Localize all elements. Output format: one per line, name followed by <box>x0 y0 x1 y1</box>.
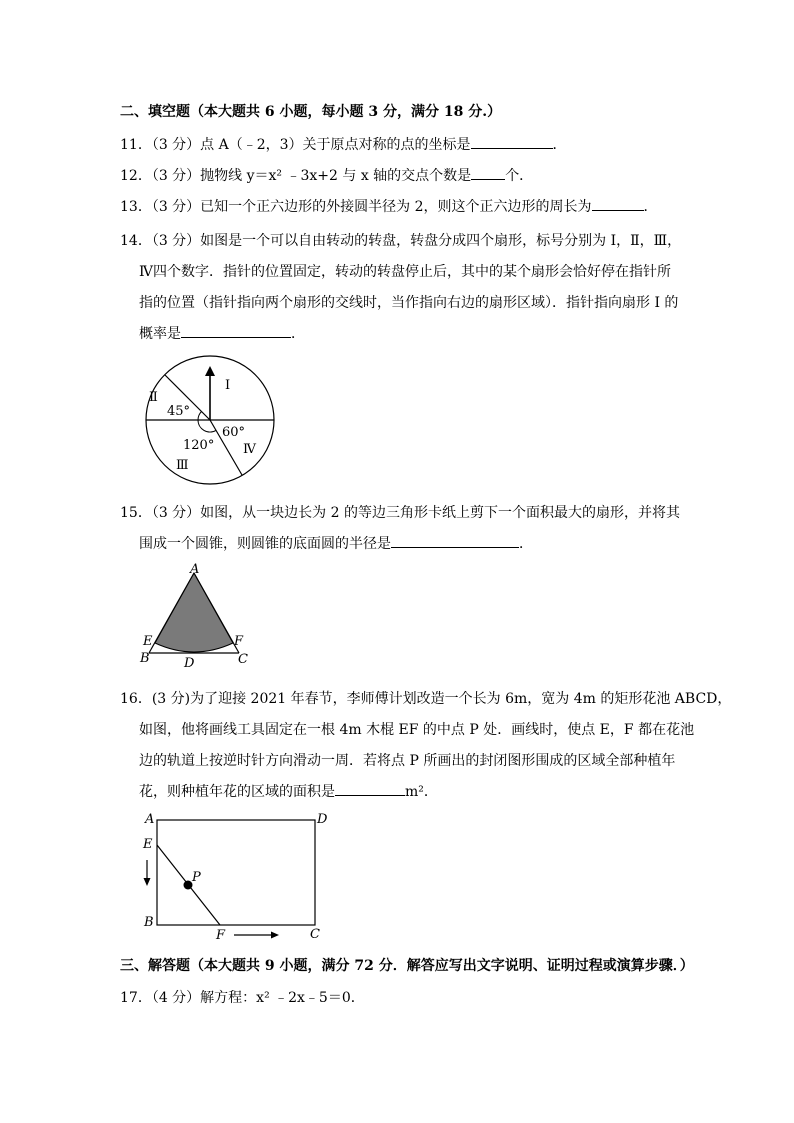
q11-answer-blank[interactable] <box>471 136 553 149</box>
q16-unit: m²． <box>405 784 438 800</box>
q11-text: 11．（3 分）点 A（﹣2，3）关于原点对称的点的坐标是 <box>120 137 471 153</box>
arrow-down-icon <box>144 878 151 886</box>
label-sector-IV: Ⅳ <box>243 442 256 457</box>
shaded-sector <box>155 573 233 652</box>
q15-line-1: 15．（3 分）如图，从一块边长为 2 的等边三角形卡纸上剪下一个面积最大的扇形，并将其 <box>120 505 680 521</box>
angle-arc-45 <box>198 412 202 421</box>
q14-text-end: 概率是 <box>139 326 181 342</box>
label-A: A <box>145 812 155 827</box>
q13-answer-blank[interactable] <box>592 198 644 211</box>
q12-answer-blank[interactable] <box>471 167 505 180</box>
label-F: F <box>216 928 226 943</box>
q16-answer-blank[interactable] <box>335 783 405 796</box>
label-sector-III: Ⅲ <box>176 458 189 473</box>
q14-line-2: Ⅳ四个数字．指针的位置固定，转动的转盘停止后，其中的某个扇形会恰好停在指针所 <box>139 264 671 280</box>
arrow-right-icon <box>271 932 279 939</box>
question-13 <box>120 196 658 216</box>
q15-answer-blank[interactable] <box>391 535 519 548</box>
q11-end: ． <box>552 137 567 153</box>
q16-line-4 <box>139 781 438 801</box>
label-B: B <box>144 915 154 930</box>
pointer-arrow-icon <box>205 366 215 376</box>
label-P: P <box>192 870 201 885</box>
q13-end: ． <box>643 199 658 215</box>
question-12 <box>120 165 533 185</box>
q16-line-3: 边的轨道上按逆时针方向滑动一周．若将点 P 所画出的封闭图形围成的区域全部种植年 <box>139 753 676 769</box>
label-sector-I: Ⅰ <box>225 378 231 393</box>
rectangle-ABCD <box>157 820 315 925</box>
label-B: B <box>140 651 150 666</box>
label-A: A <box>190 562 200 577</box>
label-E: E <box>143 634 153 649</box>
section-3-title: 三、解答题（本大题共 9 小题，满分 72 分．解答应写出文字说明、证明过程或演算步骤．） <box>120 958 694 974</box>
q14-line-4 <box>139 323 305 343</box>
label-F: F <box>234 634 244 649</box>
label-sector-II: Ⅱ <box>149 390 158 405</box>
question-11 <box>120 134 567 154</box>
q13-text: 13．（3 分）已知一个正六边形的外接圆半径为 2，则这个正六边形的周长为 <box>120 199 592 215</box>
label-D: D <box>317 812 328 827</box>
label-C: C <box>238 652 248 667</box>
q15-line-2 <box>139 533 533 553</box>
q14-answer-blank[interactable] <box>181 325 291 338</box>
spinner-figure <box>140 352 280 492</box>
label-D: D <box>184 656 195 671</box>
q16-line-1: 16．(3 分)为了迎接 2021 年春节，李师傅计划改造一个长为 6m，宽为 4m 的矩形花池 ABCD， <box>120 691 732 707</box>
q12-text: 12．（3 分）抛物线 y＝x² ﹣3x+2 与 x 轴的交点个数是 <box>120 168 472 184</box>
label-C: C <box>310 927 320 942</box>
label-angle-60: 60° <box>222 425 246 440</box>
label-angle-45: 45° <box>167 404 191 419</box>
q14-end: ． <box>291 326 305 342</box>
q15-end: ． <box>519 536 533 552</box>
q15-text-end: 围成一个圆锥，则圆锥的底面圆的半径是 <box>139 536 391 552</box>
rectangle-figure <box>140 808 340 943</box>
question-17: 17．（4 分）解方程：x² ﹣2x﹣5＝0． <box>120 990 365 1006</box>
q16-text-end: 花，则种植年花的区域的面积是 <box>139 784 335 800</box>
q12-end: 个． <box>505 168 534 184</box>
q14-line-3: 指的位置（指针指向两个扇形的交线时，当作指向右边的扇形区域）．指针指向扇形 Ⅰ 的 <box>139 295 679 311</box>
section-2-title: 二、填空题（本大题共 6 小题，每小题 3 分，满分 18 分.） <box>120 104 502 120</box>
label-angle-120: 120° <box>183 438 215 453</box>
sector-triangle-figure <box>138 563 258 673</box>
q14-line-1: 14．（3 分）如图是一个可以自由转动的转盘，转盘分成四个扇形，标号分别为 Ⅰ，Ⅱ，Ⅲ， <box>120 233 682 249</box>
q16-line-2: 如图，他将画线工具固定在一根 4m 木棍 EF 的中点 P 处．画线时，使点 E，F 都在花池 <box>139 722 695 738</box>
label-E: E <box>143 837 153 852</box>
